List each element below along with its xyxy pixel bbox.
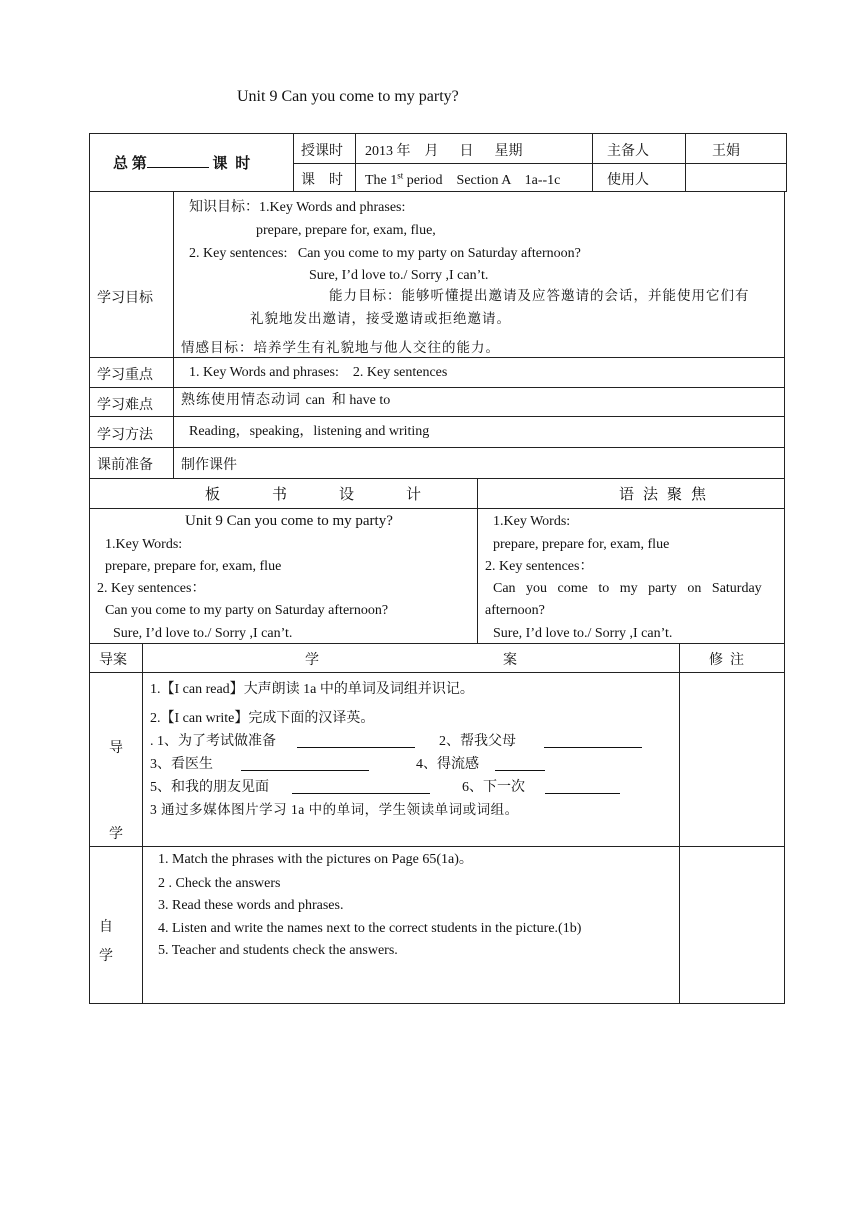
plan-col-notes: 修 注 bbox=[709, 653, 744, 668]
board-words: prepare, prepare for, exam, flue bbox=[105, 559, 282, 574]
preparer-label: 主备人 bbox=[607, 144, 649, 159]
rule bbox=[592, 133, 593, 191]
board-sentence-1: Can you come to my party on Saturday afternoon? bbox=[105, 603, 389, 618]
board-sentence-2: Sure, I’d love to./ Sorry ,I can’t. bbox=[113, 626, 293, 641]
translate-2: 2、帮我父母 bbox=[439, 734, 516, 749]
board-keywords: 1.Key Words: bbox=[105, 537, 183, 552]
rule bbox=[784, 191, 785, 479]
self-item-5: 5. Teacher and students check the answers. bbox=[158, 943, 398, 958]
goals-label: 学习目标 bbox=[97, 291, 153, 306]
rule bbox=[685, 133, 686, 191]
rule bbox=[784, 643, 785, 1004]
grammar-keywords: 1.Key Words: bbox=[493, 514, 571, 529]
plan-col-study-2: 案 bbox=[503, 653, 517, 668]
rule bbox=[679, 643, 680, 1004]
total-lesson-label bbox=[113, 153, 252, 174]
rule bbox=[173, 191, 174, 479]
grammar-sentence-1: Can you come to my party on Saturday bbox=[493, 581, 762, 596]
translate-4: 4、得流感 bbox=[416, 757, 479, 772]
translate-3: 3、看医生 bbox=[150, 757, 213, 772]
focus-value: 1. Key Words and phrases: 2. Key sentences bbox=[189, 365, 448, 380]
self-item-4: 4. Listen and write the names next to the correct students in the picture.(1b) bbox=[158, 921, 582, 936]
grammar-sentence-1b: afternoon? bbox=[485, 603, 545, 618]
rule bbox=[786, 133, 787, 191]
ability-goal-1: 能力目标：能够听懂提出邀请及应答邀请的会话，并能使用它们有 bbox=[329, 288, 750, 303]
self-label-2: 学 bbox=[99, 949, 113, 964]
teach-time-label: 授课时 bbox=[301, 144, 343, 159]
rule bbox=[89, 387, 785, 388]
self-item-3: 3. Read these words and phrases. bbox=[158, 898, 344, 913]
board-header: 板书设计 bbox=[205, 487, 474, 503]
rule bbox=[89, 416, 785, 417]
preparer-value: 王娟 bbox=[712, 144, 740, 159]
guide-label-1: 导 bbox=[109, 741, 123, 756]
grammar-header: 语法聚焦 bbox=[619, 487, 716, 503]
emotion-goal: 情感目标：培养学生有礼貌地与他人交往的能力。 bbox=[181, 340, 500, 355]
board-title: Unit 9 Can you come to my party? bbox=[185, 513, 393, 529]
rule bbox=[293, 163, 787, 164]
translate-1: . 1、为了考试做准备 bbox=[150, 734, 276, 749]
answer-blank-4[interactable] bbox=[495, 756, 545, 771]
self-label-1: 自 bbox=[99, 920, 113, 935]
grammar-words: prepare, prepare for, exam, flue bbox=[493, 537, 670, 552]
knowledge-goal: 知识目标：1.Key Words and phrases: bbox=[189, 200, 406, 215]
rule bbox=[89, 133, 787, 134]
self-item-2: 2 . Check the answers bbox=[158, 876, 281, 891]
guide-label-2: 学 bbox=[109, 827, 123, 842]
user-label: 使用人 bbox=[607, 173, 649, 188]
answer-blank-1[interactable] bbox=[297, 733, 415, 748]
total-prefix: 总 第 bbox=[113, 156, 147, 172]
goal-words: prepare, prepare for, exam, flue, bbox=[256, 223, 436, 238]
method-label: 学习方法 bbox=[97, 428, 153, 443]
teach-time-value: 2013 年 月 日 星期 bbox=[365, 144, 523, 159]
plan-col-study-1: 学 bbox=[305, 653, 319, 668]
method-value: Reading，speaking，listening and writing bbox=[189, 424, 430, 439]
guide-item-2: 2.【I can write】完成下面的汉译英。 bbox=[150, 711, 375, 726]
guide-item-3: 3 通过多媒体图片学习 1a 中的单词，学生领读单词或词组。 bbox=[150, 802, 519, 817]
rule bbox=[142, 643, 143, 1004]
rule bbox=[784, 478, 785, 644]
rule bbox=[89, 191, 90, 479]
guide-item-1: 1.【I can read】大声朗读 1a 中的单词及词组并识记。 bbox=[150, 682, 474, 697]
grammar-sentence-2: Sure, I’d love to./ Sorry ,I can’t. bbox=[493, 626, 673, 641]
lesson-value: The 1st period Section A 1a--1c bbox=[365, 170, 561, 188]
rule bbox=[89, 191, 787, 192]
rule bbox=[89, 133, 90, 191]
answer-blank-2[interactable] bbox=[544, 733, 642, 748]
total-suffix: 课 时 bbox=[212, 156, 253, 172]
rule bbox=[89, 672, 785, 673]
grammar-key-sentences: 2. Key sentences： bbox=[485, 559, 594, 574]
rule bbox=[89, 1003, 785, 1004]
difficulty-value: 熟练使用情态动词 can 和 have to bbox=[181, 393, 391, 408]
answer-blank-5[interactable] bbox=[292, 779, 430, 794]
lesson-label: 课 时 bbox=[301, 173, 343, 188]
answer-blank-6[interactable] bbox=[545, 779, 620, 794]
rule bbox=[89, 478, 90, 644]
blank-line bbox=[147, 153, 209, 168]
board-key-sentences: 2. Key sentences： bbox=[97, 581, 206, 596]
focus-label: 学习重点 bbox=[97, 368, 153, 383]
translate-6: 6、下一次 bbox=[462, 780, 525, 795]
translate-5: 5、和我的朋友见面 bbox=[150, 780, 269, 795]
rule bbox=[355, 133, 356, 191]
prep-value: 制作课件 bbox=[181, 458, 237, 473]
rule bbox=[89, 643, 90, 1004]
answer-blank-3[interactable] bbox=[241, 756, 369, 771]
plan-col-guide: 导案 bbox=[99, 653, 127, 668]
difficulty-label: 学习难点 bbox=[97, 398, 153, 413]
rule bbox=[477, 478, 478, 644]
goal-sentences: 2. Key sentences: Can you come to my party on Saturday afternoon? bbox=[189, 246, 581, 261]
rule bbox=[89, 478, 785, 479]
rule bbox=[89, 508, 785, 509]
page-title: Unit 9 Can you come to my party? bbox=[237, 88, 459, 105]
ability-goal-2: 礼貌地发出邀请，接受邀请或拒绝邀请。 bbox=[250, 311, 511, 326]
rule bbox=[89, 447, 785, 448]
goal-sentence-2: Sure, I’d love to./ Sorry ,I can’t. bbox=[309, 268, 489, 283]
rule bbox=[293, 133, 294, 191]
self-item-1: 1. Match the phrases with the pictures on Page 65(1a)。 bbox=[158, 852, 473, 867]
rule bbox=[89, 846, 785, 847]
prep-label: 课前准备 bbox=[97, 458, 153, 473]
